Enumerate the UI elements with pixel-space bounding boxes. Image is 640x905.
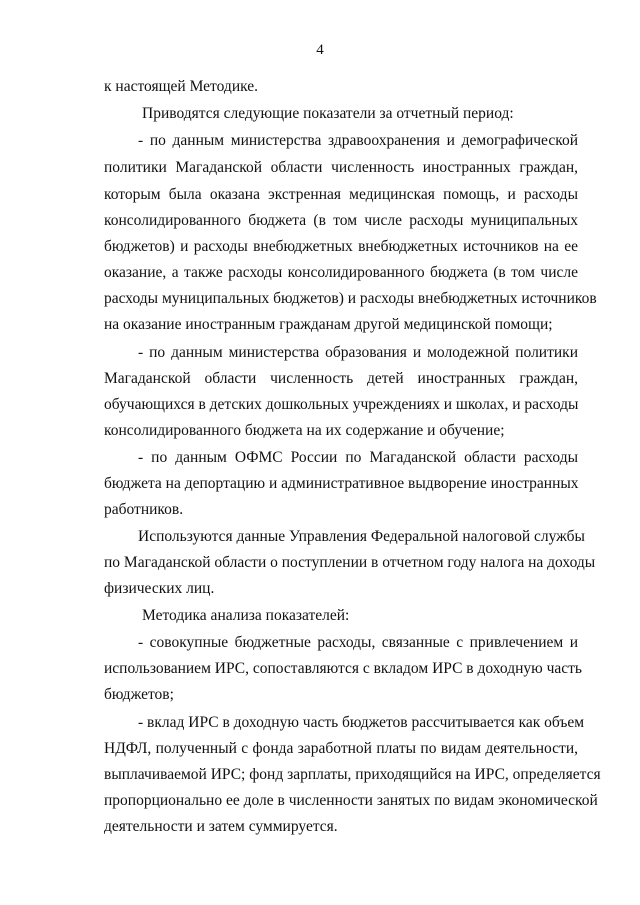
text-line: - вклад ИРС в доходную часть бюджетов рассчитывается как объем bbox=[138, 714, 585, 731]
text-line: деятельности и затем суммируется. bbox=[104, 818, 338, 835]
text-line: - по данным министерства образования и молодежной политики bbox=[138, 344, 578, 361]
text-line: бюджета на депортацию и административное выдворение иностранных bbox=[104, 475, 579, 492]
text-line: НДФЛ, полученный с фонда заработной платы по видам деятельности, bbox=[104, 740, 578, 757]
text-line: которым была оказана экстренная медицинская помощь, и расходы bbox=[104, 186, 578, 203]
text-line: расходы муниципальных бюджетов) и расходы внебюджетных источников bbox=[104, 290, 597, 307]
text-line: пропорционально ее доле в численности занятых по видам экономической bbox=[104, 792, 598, 809]
text-line: консолидированного бюджета (в том числе расходы муниципальных bbox=[104, 212, 578, 229]
text-line: Приводятся следующие показатели за отчетный период: bbox=[142, 105, 514, 122]
text-line: по Магаданской области о поступлении в отчетном году налога на доходы bbox=[104, 554, 596, 571]
text-line: бюджетов) и расходы внебюджетных внебюджетных источников на ее bbox=[104, 238, 578, 255]
text-line: политики Магаданской области численность иностранных граждан, bbox=[104, 159, 578, 176]
text-line: использованием ИРС, сопоставляются с вкладом ИРС в доходную часть bbox=[104, 660, 582, 677]
text-line: - по данным министерства здравоохранения и демографической bbox=[138, 132, 578, 149]
text-line: Магаданской области численность детей иностранных граждан, bbox=[104, 370, 578, 387]
text-line: - по данным ОФМС России по Магаданской области расходы bbox=[138, 449, 578, 466]
page-number: 4 bbox=[316, 42, 324, 58]
text-line: оказание, а также расходы консолидированного бюджета (в том числе bbox=[104, 264, 578, 281]
text-line: работников. bbox=[104, 501, 184, 518]
text-line: выплачиваемой ИРС; фонд зарплаты, приходящийся на ИРС, определяется bbox=[104, 766, 601, 783]
text-line: Методика анализа показателей: bbox=[142, 607, 350, 624]
text-line: физических лиц. bbox=[104, 580, 215, 597]
text-line: - совокупные бюджетные расходы, связанные с привлечением и bbox=[138, 634, 578, 651]
text-line: обучающихся в детских дошкольных учреждениях и школах, и расходы bbox=[104, 396, 579, 413]
text-line: консолидированного бюджета на их содержание и обучение; bbox=[104, 422, 505, 439]
text-line: Используются данные Управления Федеральной налоговой службы bbox=[138, 528, 585, 545]
text-line: на оказание иностранным гражданам другой медицинской помощи; bbox=[104, 316, 553, 333]
text-line: к настоящей Методике. bbox=[104, 78, 259, 95]
text-line: бюджетов; bbox=[104, 686, 174, 703]
